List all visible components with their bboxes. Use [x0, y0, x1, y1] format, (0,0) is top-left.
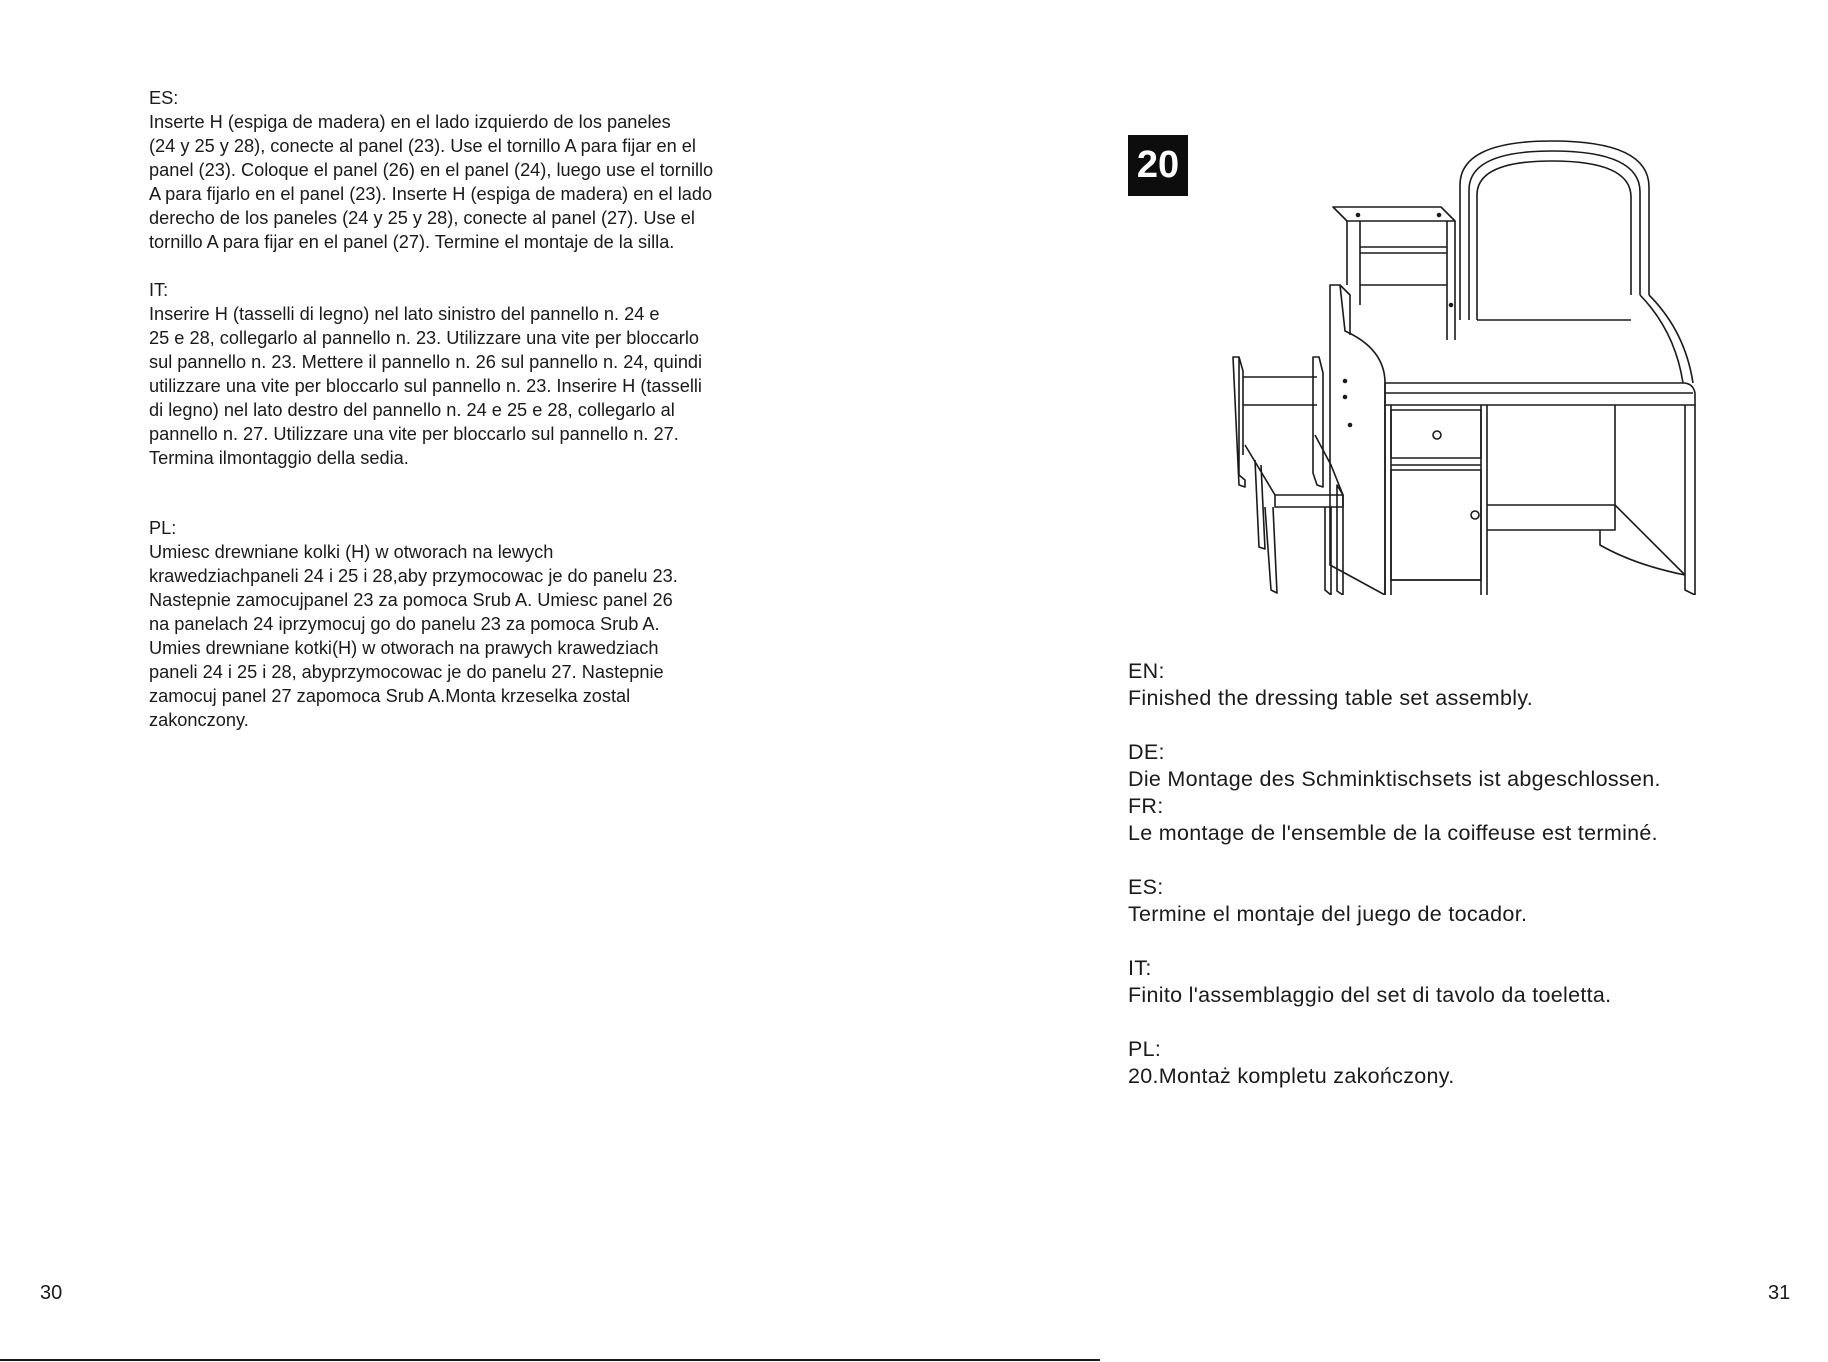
completion-fr — [1128, 793, 1768, 847]
text-line: pannello n. 27. Utilizzare una vite per bloccarlo sul pannello n. 27. — [149, 424, 679, 444]
text-line: Inserte H (espiga de madera) en el lado izquierdo de los paneles — [149, 112, 671, 132]
instructions-it — [149, 278, 789, 470]
completion-text-de: Die Montage des Schminktischsets ist abgeschlossen. — [1128, 767, 1661, 791]
text-line: derecho de los paneles (24 y 25 y 28), conecte al panel (27). Use el — [149, 208, 695, 228]
page-number-left: 30 — [40, 1282, 63, 1304]
text-line: panel (23). Coloque el panel (26) en el panel (24), luego use el tornillo — [149, 160, 714, 180]
right-page-text — [1128, 658, 1768, 1090]
text-line: zakonczony. — [149, 710, 249, 730]
text-line: 25 e 28, collegarlo al pannello n. 23. Utilizzare una vite per bloccarlo — [149, 328, 699, 348]
instructions-pl — [149, 516, 789, 732]
completion-it — [1128, 955, 1768, 1009]
language-label-it: IT: — [1128, 956, 1152, 980]
text-line: Umies drewniane kotki(H) w otworach na prawych krawedziach — [149, 638, 659, 658]
text-line: sul pannello n. 23. Mettere il pannello n. 26 sul pannello n. 24, quindi — [149, 352, 703, 372]
completion-es — [1128, 874, 1768, 928]
text-line: paneli 24 i 25 i 28, abyprzymocowac je do panelu 27. Nastepnie — [149, 662, 664, 682]
text-line: di legno) nel lato destro del pannello n. 24 e 25 e 28, collegarlo al — [149, 400, 675, 420]
step-number-badge: 20 — [1128, 135, 1188, 196]
text-line: Inserire H (tasselli di legno) nel lato sinistro del pannello n. 24 e — [149, 304, 660, 324]
language-label-it: IT: — [149, 280, 169, 300]
completion-en — [1128, 658, 1768, 712]
text-line: (24 y 25 y 28), conecte al panel (23). Use el tornillo A para fijar en el — [149, 136, 696, 156]
language-label-es: ES: — [149, 88, 179, 108]
text-line: utilizzare una vite per bloccarlo sul pannello n. 23. Inserire H (tasselli — [149, 376, 702, 396]
page-number-right: 31 — [1768, 1282, 1791, 1304]
text-line: A para fijarlo en el panel (23). Inserte H (espiga de madera) en el lado — [149, 184, 713, 204]
completion-text-es: Termine el montaje del juego de tocador. — [1128, 902, 1528, 926]
completion-text-it: Finito l'assemblaggio del set di tavolo da toeletta. — [1128, 983, 1612, 1007]
text-line: Nastepnie zamocujpanel 23 za pomoca Srub A. Umiesc panel 26 — [149, 590, 673, 610]
language-label-en: EN: — [1128, 659, 1165, 683]
instructions-es — [149, 86, 789, 254]
completion-text-en: Finished the dressing table set assembly. — [1128, 686, 1534, 710]
text-line: zamocuj panel 27 zapomoca Srub A.Monta krzeselka zostal — [149, 686, 631, 706]
text-line: na panelach 24 iprzymocuj go do panelu 23 za pomoca Srub A. — [149, 614, 660, 634]
completion-de — [1128, 739, 1768, 793]
left-page-text — [149, 86, 789, 732]
text-line: Umiesc drewniane kolki (H) w otworach na lewych — [149, 542, 554, 562]
language-label-pl: PL: — [149, 518, 177, 538]
text-line: Termina ilmontaggio della sedia. — [149, 448, 409, 468]
dressing-table-with-chair-illustration — [1215, 135, 1725, 595]
text-line: tornillo A para fijar en el panel (27). Termine el montaje de la silla. — [149, 232, 675, 252]
bottom-divider — [0, 1359, 1100, 1361]
completion-text-pl: 20.Montaż kompletu zakończony. — [1128, 1064, 1455, 1088]
language-label-de: DE: — [1128, 740, 1165, 764]
completion-text-fr: Le montage de l'ensemble de la coiffeuse est terminé. — [1128, 821, 1658, 845]
completion-pl — [1128, 1036, 1768, 1090]
language-label-es: ES: — [1128, 875, 1164, 899]
language-label-fr: FR: — [1128, 794, 1164, 818]
language-label-pl: PL: — [1128, 1037, 1162, 1061]
text-line: krawedziachpaneli 24 i 25 i 28,aby przymocowac je do panelu 23. — [149, 566, 678, 586]
